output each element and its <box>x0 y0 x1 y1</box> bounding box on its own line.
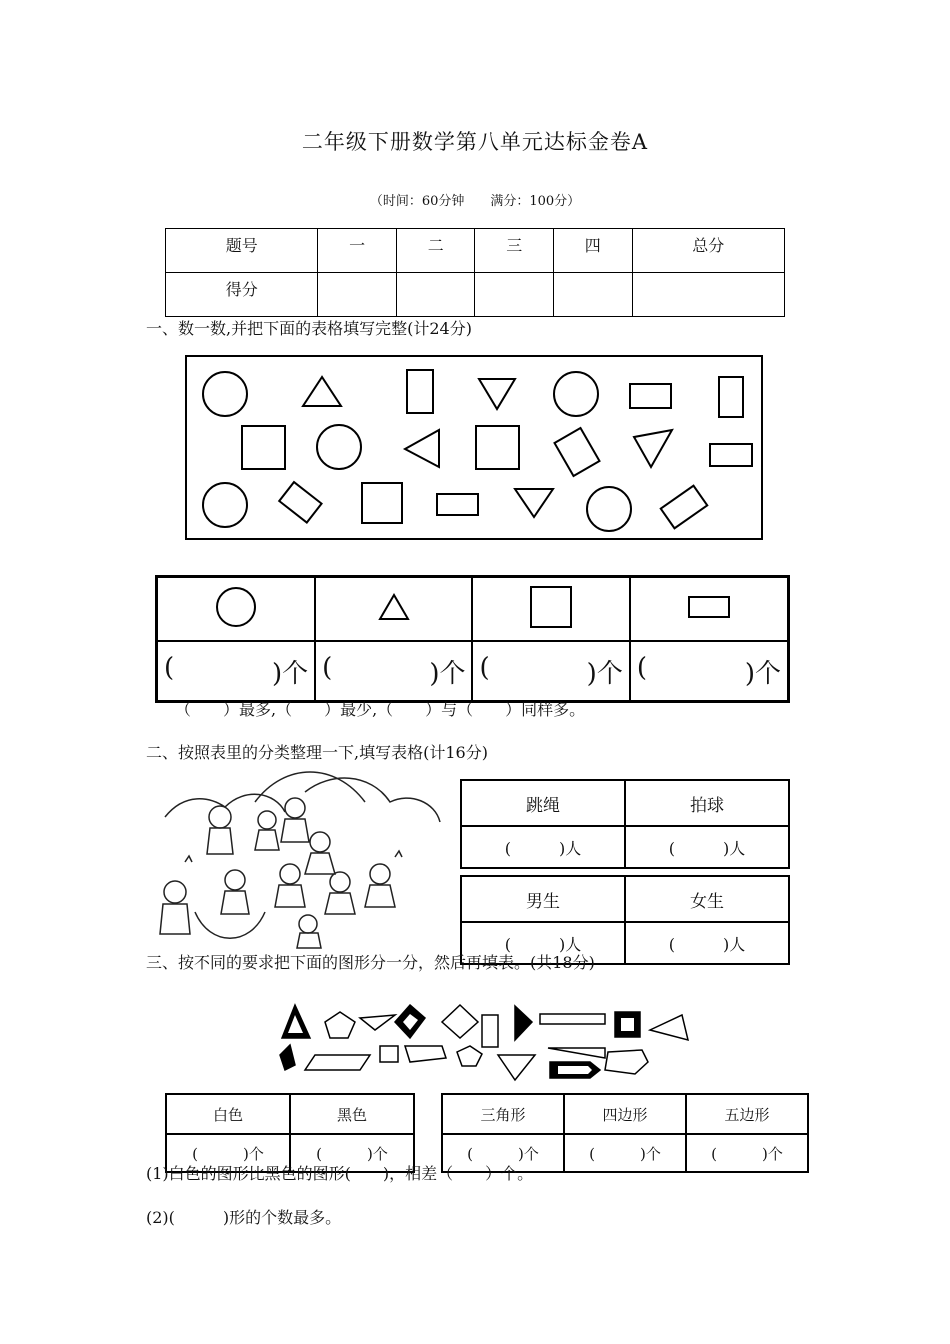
score-cell[interactable] <box>318 273 397 317</box>
gender-fill-cell[interactable]: ( )人 <box>461 922 625 964</box>
circle-icon <box>554 372 598 416</box>
score-header: 总分 <box>632 229 784 273</box>
shapes-box <box>185 355 763 540</box>
activity-table <box>460 779 790 869</box>
activity-header: 拍球 <box>625 780 789 826</box>
rectangle-icon <box>437 494 478 515</box>
q1-answer-line: （ ）最多,（ ）最少,（ ）与（ ）同样多。 <box>175 700 586 719</box>
activity-header: 跳绳 <box>461 780 625 826</box>
count-header-circle <box>157 577 316 642</box>
type-header: 五边形 <box>686 1094 808 1134</box>
question-3-heading: 三、按不同的要求把下面的图形分一分，然后再填表。(共18分) <box>146 953 595 972</box>
color-header: 黑色 <box>290 1094 414 1134</box>
count-fill-cell[interactable]: ( )个 <box>630 641 789 702</box>
question-1-heading: 一、数一数,并把下面的表格填写完整(计24分) <box>146 319 472 338</box>
square-icon <box>476 426 519 469</box>
score-cell[interactable] <box>554 273 633 317</box>
score-row-label: 得分 <box>166 273 318 317</box>
type-header: 三角形 <box>442 1094 564 1134</box>
triangle-icon <box>515 489 553 517</box>
circle-icon <box>587 487 631 531</box>
type-fill-cell[interactable]: ( )个 <box>686 1134 808 1172</box>
score-header: 一 <box>318 229 397 273</box>
triangle-icon <box>405 430 439 467</box>
count-fill-cell[interactable]: ( )个 <box>472 641 629 702</box>
children-playing-illustration <box>155 762 445 952</box>
rectangle-icon <box>279 482 321 522</box>
shape-count-table <box>155 575 790 703</box>
type-fill-cell[interactable]: ( )个 <box>564 1134 686 1172</box>
rectangle-icon <box>630 384 671 408</box>
q3-subquestion-2: (2)( )形的个数最多。 <box>146 1208 342 1227</box>
triangle-icon <box>377 592 411 622</box>
type-header: 四边形 <box>564 1094 686 1134</box>
square-icon <box>362 483 402 523</box>
color-fill-cell[interactable]: ( )个 <box>290 1134 414 1172</box>
exam-info: （时间：60分钟 满分：100分） <box>369 194 581 209</box>
page-title: 二年级下册数学第八单元达标金卷A <box>301 130 649 154</box>
gender-header: 女生 <box>625 876 789 922</box>
count-fill-cell[interactable]: ( )个 <box>315 641 472 702</box>
score-cell[interactable] <box>475 273 554 317</box>
circle-icon <box>317 425 361 469</box>
question-2-heading: 二、按照表里的分类整理一下,填写表格(计16分) <box>146 743 488 762</box>
circle-icon <box>203 483 247 527</box>
polygons-figure <box>270 1000 700 1085</box>
gender-header: 男生 <box>461 876 625 922</box>
score-table <box>165 228 785 317</box>
rectangle-icon <box>555 428 600 476</box>
count-header-square <box>472 577 629 642</box>
circle-icon <box>203 372 247 416</box>
color-header: 白色 <box>166 1094 290 1134</box>
square-icon <box>242 426 285 469</box>
score-header: 四 <box>554 229 633 273</box>
type-fill-cell[interactable]: ( )个 <box>442 1134 564 1172</box>
score-header: 题号 <box>166 229 318 273</box>
rectangle-icon <box>686 594 732 620</box>
count-fill-cell[interactable]: ( )个 <box>157 641 316 702</box>
triangle-icon <box>634 430 672 467</box>
rectangle-icon <box>407 370 433 413</box>
score-header: 二 <box>396 229 475 273</box>
triangle-icon <box>303 377 341 406</box>
square-icon <box>528 584 574 630</box>
score-cell[interactable] <box>396 273 475 317</box>
gender-fill-cell[interactable]: ( )人 <box>625 922 789 964</box>
rectangle-icon <box>710 444 752 466</box>
q3-subquestion-1: (1)白色的图形比黑色的图形( )，相差（ ）个。 <box>146 1164 534 1183</box>
activity-fill-cell[interactable]: ( )人 <box>461 826 625 868</box>
score-header: 三 <box>475 229 554 273</box>
color-fill-cell[interactable]: ( )个 <box>166 1134 290 1172</box>
count-header-rectangle <box>630 577 789 642</box>
circle-icon <box>214 585 258 629</box>
rectangle-icon <box>661 486 708 529</box>
rectangle-icon <box>719 377 743 417</box>
score-cell[interactable] <box>632 273 784 317</box>
shapes-figure <box>187 357 761 538</box>
count-header-triangle <box>315 577 472 642</box>
activity-fill-cell[interactable]: ( )人 <box>625 826 789 868</box>
triangle-icon <box>479 379 515 409</box>
